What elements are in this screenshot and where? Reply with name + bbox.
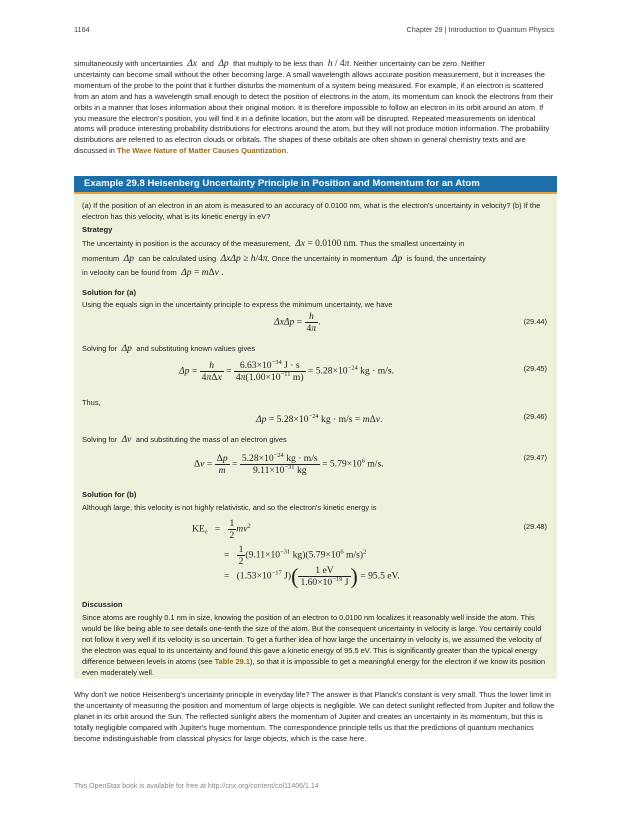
equation-29-48-line1: $KE_e$ = $\frac{1}{2}$ $mv^2$	[192, 518, 251, 541]
wave-nature-link[interactable]: The Wave Nature of Matter Causes Quantization	[117, 146, 287, 156]
intro-first-line: simultaneously with uncertainties Δx and Δp that multiply to be less than h / 4π. Neither uncertainty can be zero. Neither	[74, 59, 485, 69]
intro-paragraph: simultaneously with uncertainties Δx and Δp that multiply to be less than h / 4π. Neither uncertainty can be zero. Neither uncertainty can become small without the other becoming large. A small wavelength allows accurate position measurement, but it increases the momentum of the probe to the point that it further disturbs the momentum of a system being measured. For example, if an electron is scattered from an atom and has a wavelength small enough to detect the position of electrons in the atom, its momentum can knock the electrons from their orbits in a manner that loses information about their original motion. It is therefore impossible to follow an electron in its orbit around an atom. If you measure the electron's position, you will find it in a definite location, but the atom will be disrupted. Repeated measurements on identical atoms will produce interesting probability distributions for electrons around the atom, but they will not produce motion information. The probability distributions are referred to as electron clouds or orbitals. The shapes of these orbitals are often shown in general chemistry texts and are discussed in The Wave Nature of Matter Causes Quantization.	[74, 59, 557, 157]
chapter-title: Chapter 29 | Introduction to Quantum Physics	[406, 25, 554, 34]
intro-body: uncertainty can become small without the other becoming large. A small wavelength allows accurate position measurement, but it increases the momentum of the probe to the point that it further disturbs the momentum of a system being measured. For example, if an electron is scattered from an atom and has a wavelength small enough to detect the position of electrons in the atom, its momentum can knock the electrons from their orbits in a manner that loses information about their original motion. It is therefore impossible to follow an electron in its orbit around an atom. If you measure the electron's position, you will find it in a definite location, but the atom will be disrupted. Repeated measurements on identical atoms will produce interesting probability distributions for electrons around the atom, but they will not produce motion information. The probability distributions are referred to as electron clouds or orbitals. The shapes of these orbitals are often shown in general chemistry texts and are discussed in	[74, 69, 554, 156]
table-29-1-link[interactable]: Table 29.1	[214, 656, 251, 666]
page-number: 1164	[74, 25, 90, 34]
eq-number-29-44: (29.44)	[523, 317, 547, 326]
solving-p-text: Solving for Δp and substituting known values gives	[82, 344, 256, 354]
outro-paragraph: Why don't we notice Heisenberg's uncertainty principle in everyday life? The answer is that Planck's constant is very small. Thus the lower limit in the uncertainty of measuring the position and momentum of large objects is negligible. We can detect sunlight reflected from Jupiter and follow the planet in its orbit around the Sun. The reflected sunlight alters the momentum of Jupiter and creates an uncertainty in its momentum, but this is totally negligible compared with Jupiter's huge momentum. The correspondence principle tells us that the predictions of quantum mechanics become indistinguishable from classical physics for large objects, which is the case here.	[74, 690, 555, 743]
equation-29-48-line3: = ($1.53\times 10^{-17}$ J)( $\frac{1 eV}{1.60\times 10^{-19} J}$ ) = 95.5 eV.	[224, 563, 400, 589]
eq-number-29-46: (29.46)	[523, 412, 547, 421]
eq-number-29-48: (29.48)	[523, 522, 547, 531]
thus-text: Thus,	[82, 398, 101, 407]
solution-a-text: Using the equals sign in the uncertainty principle to express the minimum uncertainty, we have	[82, 300, 393, 309]
example-box	[74, 176, 557, 679]
discussion-heading: Discussion	[82, 600, 123, 609]
equation-29-44: ΔxΔp = $\frac{h}{4\pi}$ .	[274, 311, 321, 334]
equation-29-45: Δp = $\frac{h}{\text{4πΔx}}$ = $\frac{6.63\times 10^{-34} J \cdot s}{4\pi(1.00\times 10^{-11} m)}$ = $5.28\times 10^{-24}$ kg · m/s.	[179, 359, 394, 383]
solution-b-text: Although large, this velocity is not highly relativistic, and so the electron's kinetic energy is	[82, 503, 377, 512]
solving-v-text: Solving for Δv and substituting the mass of an electron gives	[82, 435, 287, 445]
example-title: Example 29.8 Heisenberg Uncertainty Principle in Position and Momentum for an Atom	[74, 176, 557, 194]
strategy-heading: Strategy	[82, 225, 113, 234]
solution-b-heading: Solution for (b)	[82, 490, 137, 499]
equation-29-47: Δv = $\frac{\Delta p}{m}$ = $\frac{5.28\times 10^{-24} kg \cdot m/s}{9.11\times 10^{-31} kg}$ = $5.79\times 10^6$ m/s.	[194, 452, 384, 476]
solution-a-heading: Solution for (a)	[82, 288, 136, 297]
example-question: (a) If the position of an electron in an atom is measured to an accuracy of 0.0100 nm, what is the electron's uncertainty in velocity? (b) If the electron has this velocity, what is its kinetic energy in eV?	[82, 201, 541, 221]
discussion-text: Since atoms are roughly 0.1 nm in size, knowing the position of an electron to 0.0100 nm localizes it reasonably well inside the atom. This would be like being able to see details one-tenth the size of the atom. But the consequent uncertainty in velocity is large. You certainly could not follow it very well if its velocity is so uncertain. To get a further idea of how large the uncertainty in velocity is, we assumed the velocity of the electron was equal to its uncertainty and found this gave a kinetic energy of 95.5 eV. This is significantly greater than the typical energy difference between levels in atoms (see Table 29.1), so that it is impossible to get a meaningful energy for the electron if we know its position even moderately well.	[82, 613, 546, 677]
equation-29-48-line2: = $\frac{1}{2}$ ($9.11\times 10^{-31}$ $kg)(5.79\times 10^6$ m/s)$^2$	[224, 544, 367, 567]
eq-number-29-45: (29.45)	[523, 364, 547, 373]
strategy-text: The uncertainty in position is the accuracy of the measurement, Δx = 0.0100 nm. Thus the smallest uncertainty in momentum Δp can be calculated using ΔxΔp ≥ h/4π. Once the uncertainty in momentum Δp is found, the uncertainty in velocity can be found from Δp = mΔv .	[82, 239, 486, 278]
footer: This OpenStax book is available for free at http://cnx.org/content/col11406/1.14	[74, 783, 319, 790]
equation-29-46: $\Delta p = 5.28\times 10^{-24}$ kg · m/s = mΔv.	[256, 413, 383, 425]
eq-number-29-47: (29.47)	[523, 453, 547, 462]
